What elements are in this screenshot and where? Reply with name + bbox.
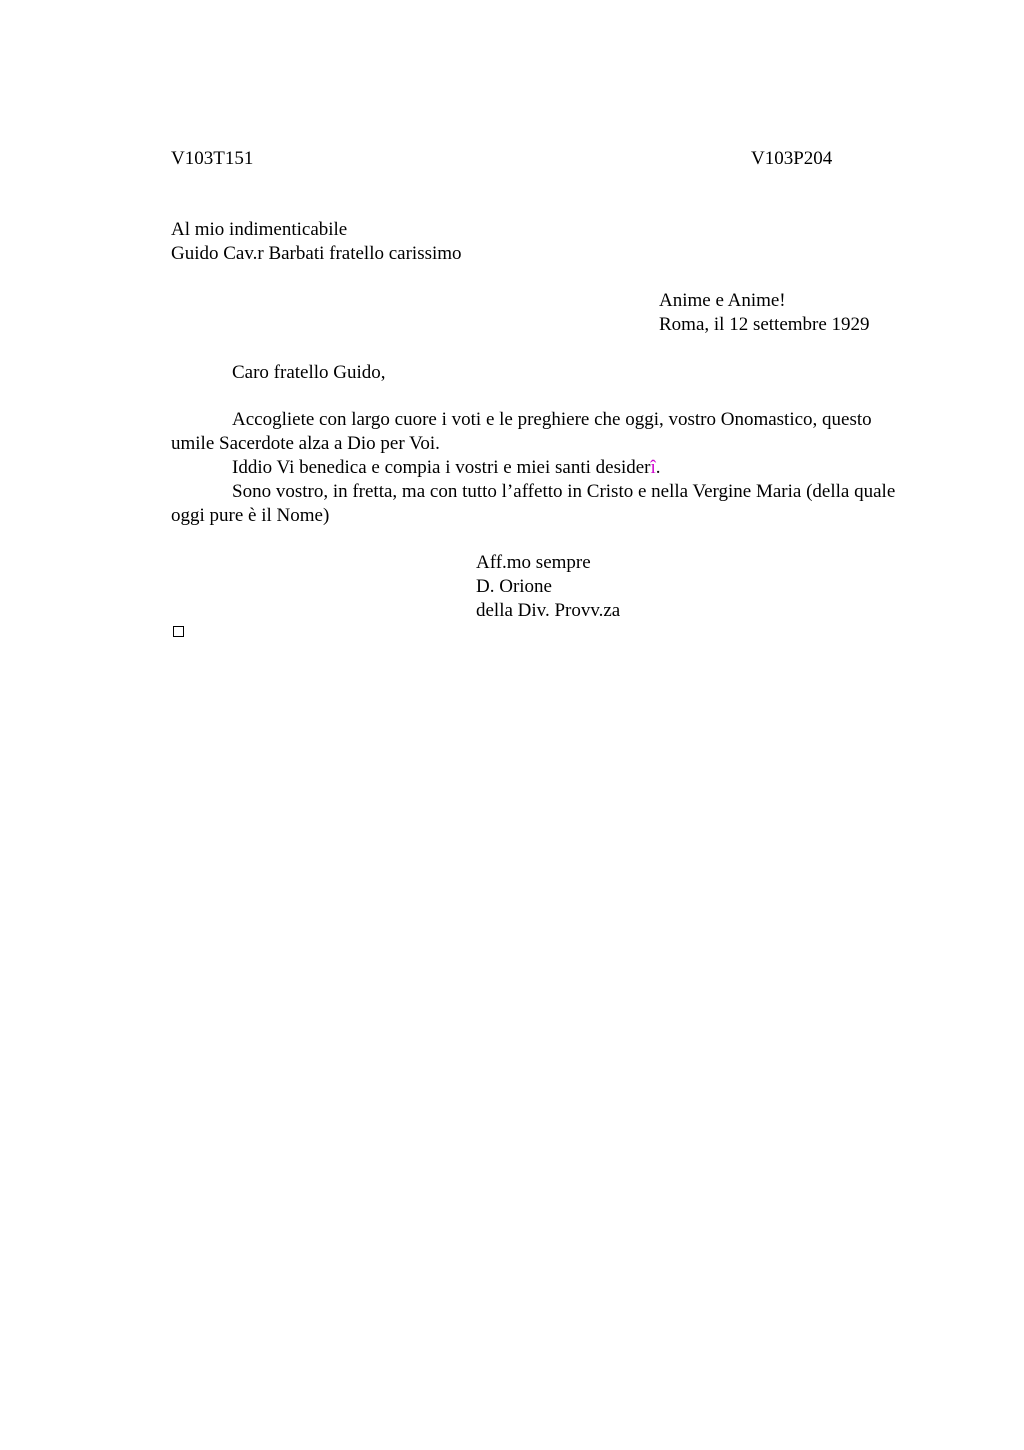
dateline-block (659, 289, 870, 337)
body-paragraph-3: Sono vostro, in fretta, ma con tutto l’affetto in Cristo e nella Vergine Maria (della quale oggi pure è il Nome) (171, 481, 896, 526)
body-paragraph-1: Accogliete con largo cuore i voti e le preghiere che oggi, vostro Onomastico, questo umile Sacerdote alza a Dio per Voi. (171, 409, 872, 454)
body-paragraph-2 (171, 456, 916, 480)
addressee-line-2: Guido Cav.r Barbati fratello carissimo (171, 243, 462, 264)
salutation: Caro fratello Guido, (232, 362, 386, 383)
signer-name: D. Orione (476, 576, 552, 597)
signer-congregation: della Div. Provv.za (476, 600, 621, 621)
addressee-block (171, 218, 462, 266)
end-of-document-box-icon (173, 626, 184, 637)
body-paragraph-2-end: . (655, 457, 661, 478)
place-date: Roma, il 12 settembre 1929 (659, 314, 870, 335)
body-paragraph-2-text: Iddio Vi benedica e compia i vostri e miei santi desider (232, 457, 651, 478)
addressee-line-1: Al mio indimenticabile (171, 219, 348, 240)
letter-body (171, 408, 916, 528)
reference-code-left: V103T151 (171, 148, 254, 169)
reference-code-right: V103P204 (751, 148, 833, 169)
signature-block (476, 551, 620, 623)
highlighted-character: î (650, 457, 656, 478)
closing: Aff.mo sempre (476, 552, 591, 573)
motto: Anime e Anime! (659, 290, 786, 311)
